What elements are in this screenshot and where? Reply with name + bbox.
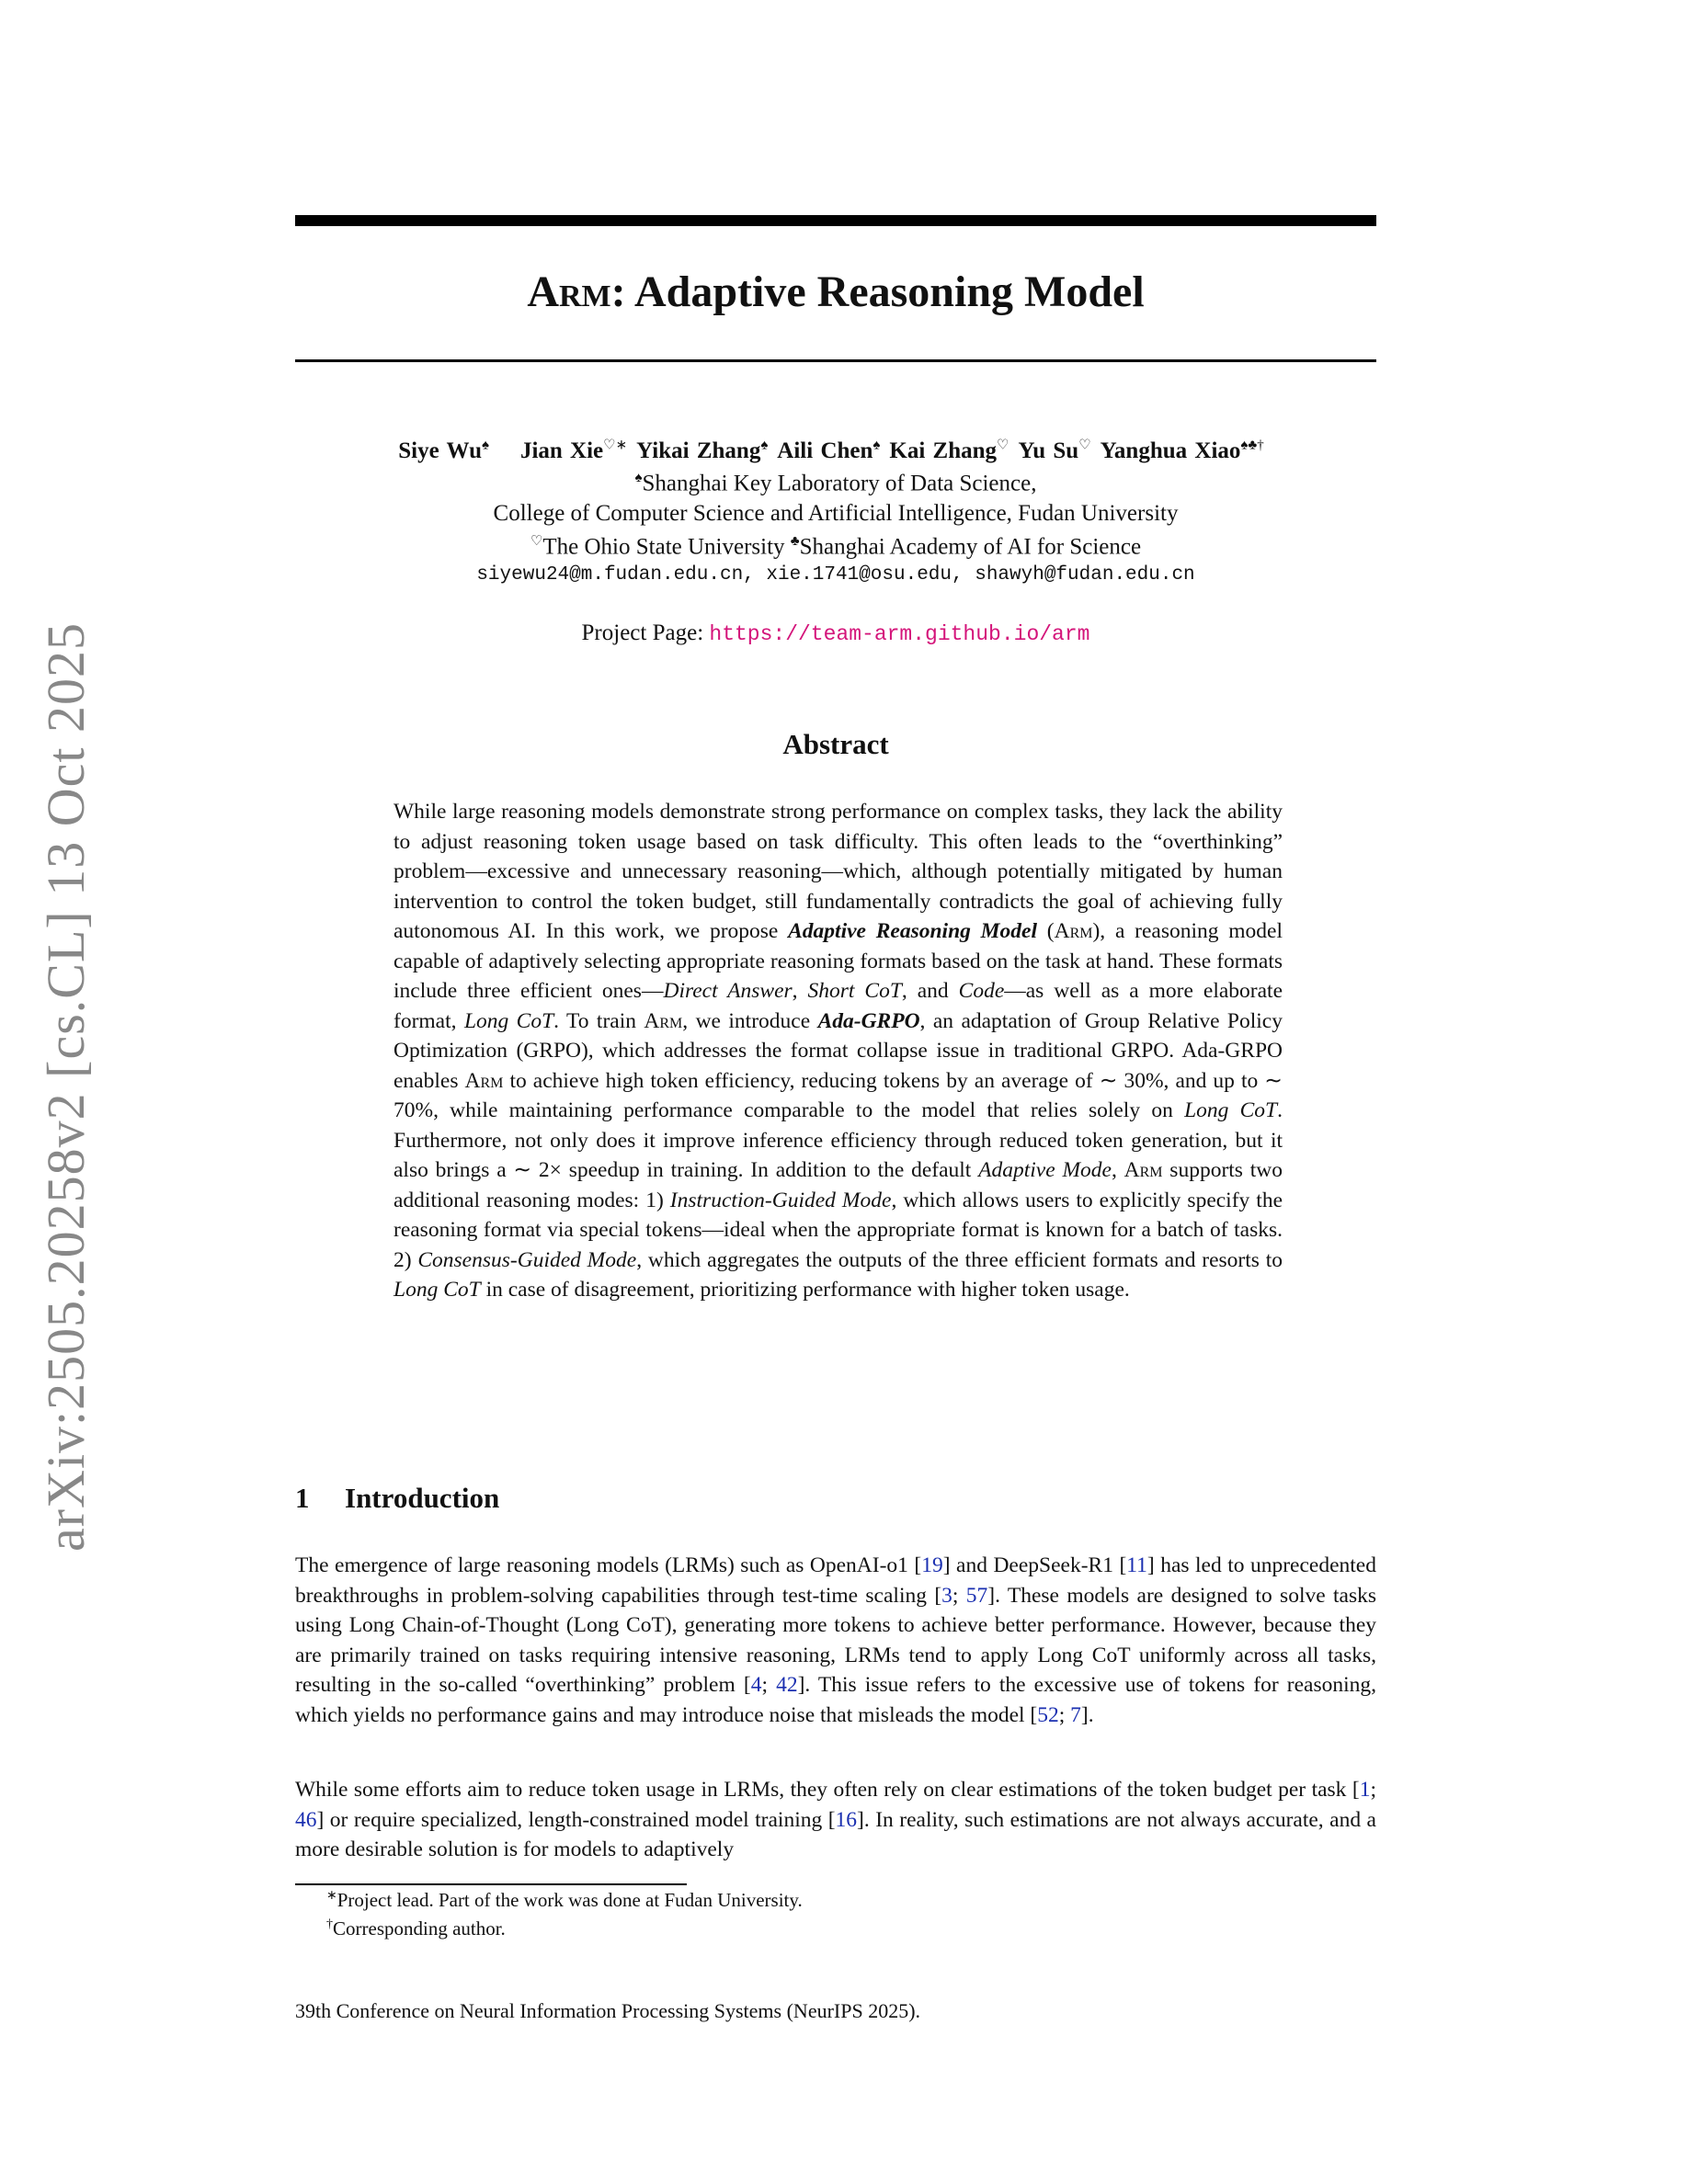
text-run: While large reasoning models demonstrate strong performance on complex tasks, they lack the ability to adjust reasoning token usage based on task difficulty. This often leads to the “overthinking” problem—excessive and unnecessary reasoning—which, although potentially mitigated by human intervention to control the token budget, still fundamentally contradicts the goal of achieving fully autonomous AI. In this work, we propose — [393, 800, 1283, 943]
author-name: Yikai Zhang — [636, 438, 761, 464]
citation-link[interactable]: 3 — [941, 1583, 952, 1608]
project-page — [295, 620, 1376, 646]
text-run: The emergence of large reasoning models (LRMs) such as OpenAI-o1 [ — [295, 1553, 922, 1577]
citation-link[interactable]: 4 — [750, 1673, 762, 1697]
text-run: . Furthermore, not only does it improve inference efficiency through reduced token generation, but it also brings a ∼ 2× speedup in training. In addition to the default — [393, 1098, 1283, 1182]
title-acronym: Arm — [527, 267, 611, 316]
text-run: Long CoT — [1184, 1098, 1278, 1122]
citation-link[interactable]: 11 — [1126, 1553, 1147, 1577]
text-run: Consensus-Guided Mode — [417, 1247, 637, 1272]
citation-link[interactable]: 52 — [1037, 1702, 1059, 1727]
text-run: ; — [1058, 1702, 1071, 1727]
author-list — [295, 437, 1376, 464]
text-run: , and — [901, 979, 959, 1003]
footnote-mark: † — [326, 1917, 333, 1931]
footnote-text: Project lead. Part of the work was done at Fudan University. — [336, 1889, 803, 1911]
text-run: Instruction-Guided Mode — [669, 1188, 892, 1212]
text-run: Ada-GRPO — [817, 1008, 920, 1033]
text-run: supports two additional reasoning modes: 1) — [393, 1158, 1283, 1212]
author-affiliation-mark: ♡∗ — [603, 438, 628, 453]
author-name: Aili Chen — [777, 438, 873, 464]
text-run: Long CoT — [393, 1278, 481, 1302]
text-run: , we introduce — [682, 1008, 818, 1033]
footnote-mark: ∗ — [326, 1889, 337, 1903]
text-run: ]. — [1080, 1702, 1094, 1727]
author-affiliation-mark: ♡ — [1078, 438, 1091, 453]
text-run: ]. This issue refers to the excessive use of tokens for reasoning, which yields no performance gains and may introduce noise that misleads the model [ — [295, 1673, 1376, 1727]
arxiv-identifier: arXiv:2505.20258v2 [cs.CL] 13 Oct 2025 — [36, 622, 96, 1552]
text-run: ] has led to unprecedented breakthroughs in problem-solving capabilities through test-time scaling [ — [295, 1553, 1376, 1608]
text-run: . To train — [553, 1008, 644, 1033]
author — [520, 438, 627, 463]
footnote-text: Corresponding author. — [333, 1917, 506, 1939]
title-text: : Adaptive Reasoning Model — [610, 267, 1145, 316]
footnote-2 — [326, 1917, 506, 1940]
author — [1018, 438, 1090, 463]
project-page-link[interactable]: https://team-arm.github.io/arm — [709, 622, 1090, 646]
author — [636, 438, 768, 463]
author — [1101, 438, 1264, 463]
text-run: Short CoT — [807, 979, 902, 1003]
citation-link[interactable]: 19 — [921, 1553, 943, 1577]
author-name: Jian Xie — [519, 438, 604, 464]
citation-link[interactable]: 57 — [965, 1583, 988, 1608]
text-run: Arm — [1123, 1158, 1163, 1182]
footnote-1 — [326, 1888, 803, 1912]
author-affiliation-mark: ♠ — [873, 438, 881, 453]
author-name: Yanghua Xiao — [1100, 438, 1241, 464]
footnote-rule — [295, 1883, 687, 1885]
project-page-label: Project Page: — [581, 620, 710, 645]
intro-paragraph-1 — [295, 1551, 1376, 1730]
text-run: , — [792, 979, 808, 1003]
affiliation-text: Shanghai Academy of AI for Science — [799, 534, 1142, 560]
text-run: Direct Answer — [663, 979, 793, 1003]
citation-link[interactable]: 42 — [776, 1673, 798, 1697]
abstract-heading: Abstract — [782, 728, 889, 760]
text-run: ]. These models are designed to solve tasks using Long Chain-of-Thought (Long CoT), generating more tokens to achieve better performance. However, because they are primarily trained on tasks requiring intensive reasoning, LRMs tend to apply Long CoT uniformly across all tasks, resulting in the so-called “overthinking” problem [ — [295, 1583, 1376, 1697]
text-run: to achieve high token efficiency, reducing tokens by an average of ∼ 30%, and up to ∼ 70%, while maintaining performance comparable to the model that relies solely on — [393, 1068, 1283, 1122]
title-top-rule — [295, 215, 1376, 226]
text-run: While some efforts aim to reduce token usage in LRMs, they often rely on clear estimations of the token budget per task [ — [295, 1778, 1360, 1802]
citation-link[interactable]: 16 — [835, 1807, 858, 1832]
author — [777, 438, 880, 463]
text-run: , — [1111, 1158, 1124, 1182]
affiliation-line-3 — [295, 532, 1376, 560]
text-run: in case of disagreement, prioritizing performance with higher token usage. — [480, 1278, 1130, 1302]
text-run: , which aggregates the outputs of the three efficient formats and resorts to — [636, 1247, 1283, 1272]
text-run: —as well as a more elaborate format, — [393, 979, 1283, 1033]
text-run: Arm — [464, 1068, 504, 1093]
citation-link[interactable]: 1 — [1359, 1778, 1371, 1802]
text-run: ] or require specialized, length-constrained model training [ — [316, 1807, 836, 1832]
text-run: ( — [1037, 919, 1055, 943]
affiliation-mark: ♡ — [530, 534, 543, 549]
author-name: Siye Wu — [398, 438, 482, 464]
section-heading-introduction — [295, 1482, 499, 1515]
text-run: Adaptive Reasoning Model — [788, 919, 1038, 943]
venue-footer: 39th Conference on Neural Information Processing Systems (NeurIPS 2025). — [295, 1999, 921, 2022]
text-run: , which allows users to explicitly specify the reasoning format via special tokens—ideal when the appropriate format is known for a batch of tasks. 2) — [393, 1188, 1283, 1272]
author-affiliation-mark: ♠ — [760, 438, 769, 453]
intro-paragraph-2 — [295, 1775, 1376, 1865]
text-run: ; — [1370, 1778, 1376, 1802]
author-affiliation-mark: ♠ — [481, 438, 489, 453]
text-run: , an adaptation of Group Relative Policy Optimization (GRPO), which addresses the format collapse issue in traditional GRPO. Ada-GRPO enables — [393, 1008, 1283, 1093]
author-name: Yu Su — [1018, 438, 1079, 464]
text-run: Long CoT — [463, 1008, 554, 1033]
citation-link[interactable]: 46 — [295, 1807, 317, 1832]
author-name: Kai Zhang — [889, 438, 997, 464]
author-emails: siyewu24@m.fudan.edu.cn, xie.1741@osu.edu, shawyh@fudan.edu.cn — [476, 564, 1195, 586]
author — [398, 438, 489, 463]
affiliation-line-1 — [295, 471, 1376, 496]
text-run: ; — [761, 1673, 777, 1697]
abstract-text — [393, 797, 1283, 1305]
affiliation-mark: ♠ — [634, 471, 643, 485]
text-run: Arm — [644, 1008, 683, 1033]
affiliation-text: The Ohio State University — [542, 534, 791, 560]
author-affiliation-mark: ♠♣† — [1240, 438, 1264, 453]
affiliation-line-2: College of Computer Science and Artificial Intelligence, Fudan University — [493, 501, 1179, 526]
title-bottom-rule — [295, 359, 1376, 362]
paper-title — [295, 267, 1376, 317]
affiliation-text: Shanghai Key Laboratory of Data Science, — [642, 471, 1037, 496]
text-run: Code — [958, 979, 1005, 1003]
text-run: ]. In reality, such estimations are not always accurate, and a more desirable solution is for models to adaptively — [295, 1807, 1376, 1861]
author-affiliation-mark: ♡ — [997, 438, 1009, 453]
text-run: ), a reasoning model capable of adaptively selecting appropriate reasoning formats based on the task at hand. These formats include three efficient ones— — [393, 919, 1283, 1003]
text-run: Arm — [1054, 919, 1093, 943]
citation-link[interactable]: 7 — [1070, 1702, 1081, 1727]
text-run: ] and DeepSeek-R1 [ — [942, 1553, 1127, 1577]
section-title: Introduction — [345, 1482, 500, 1514]
affiliation-mark: ♣ — [790, 534, 800, 549]
section-number: 1 — [295, 1482, 310, 1514]
text-run: Adaptive Mode — [978, 1158, 1112, 1182]
author — [889, 438, 1009, 463]
text-run: ; — [952, 1583, 966, 1608]
